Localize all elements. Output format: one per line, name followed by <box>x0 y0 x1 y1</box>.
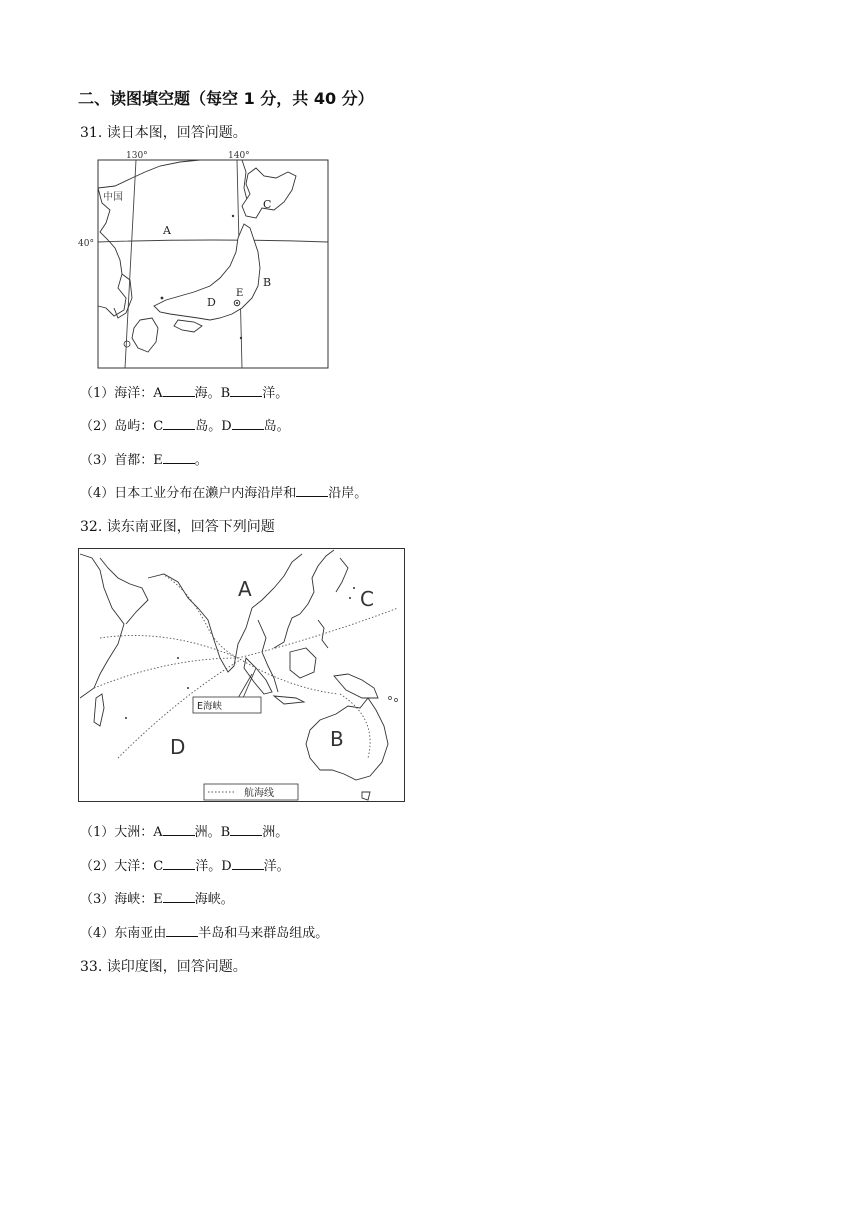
map-label-c: C <box>263 198 272 211</box>
map-label-a: A <box>238 577 252 601</box>
question-31-stem: 31. 读日本图，回答问题。 <box>80 125 247 141</box>
q31-item-1: （1）海洋：A 海。B 洋。 <box>80 386 289 401</box>
map-label-d: D <box>207 296 216 309</box>
map-label-e: E <box>236 288 244 299</box>
q32-item-4: （4）东南亚由 半岛和马来群岛组成。 <box>80 926 329 941</box>
map-label-b: B <box>263 276 272 289</box>
q31-item-3: （3）首都：E 。 <box>80 453 208 468</box>
china-label: 中国 <box>103 192 123 203</box>
q31-item-2: （2）岛屿：C 岛。D 岛。 <box>80 419 290 434</box>
question-33-stem: 33. 读印度图，回答问题。 <box>80 959 247 975</box>
japan-map <box>70 148 340 372</box>
section-title: 二、读图填空题（每空 1 分，共 40 分） <box>78 89 374 108</box>
strait-label: E海峡 <box>197 701 223 712</box>
q31-item-4: （4）日本工业分布在濑户内海沿岸和 沿岸。 <box>80 486 368 501</box>
map-label-c: C <box>360 587 374 611</box>
map-label-a: A <box>163 224 171 237</box>
q32-item-1: （1）大洲：A 洲。B 洲。 <box>80 825 289 840</box>
q32-item-3: （3）海峡：E 海峡。 <box>80 892 234 907</box>
legend-label: 航海线 <box>244 788 274 799</box>
map-label-b: B <box>330 727 344 751</box>
lon-140-label: 140° <box>228 151 250 161</box>
lon-130-label: 130° <box>126 151 148 161</box>
lat-40-label: 40° <box>78 239 94 249</box>
q32-item-2: （2）大洋：C 洋。D 洋。 <box>80 859 290 874</box>
question-32-stem: 32. 读东南亚图，回答下列问题 <box>80 519 275 535</box>
southeast-asia-map <box>78 548 406 804</box>
map-label-d: D <box>170 735 186 759</box>
